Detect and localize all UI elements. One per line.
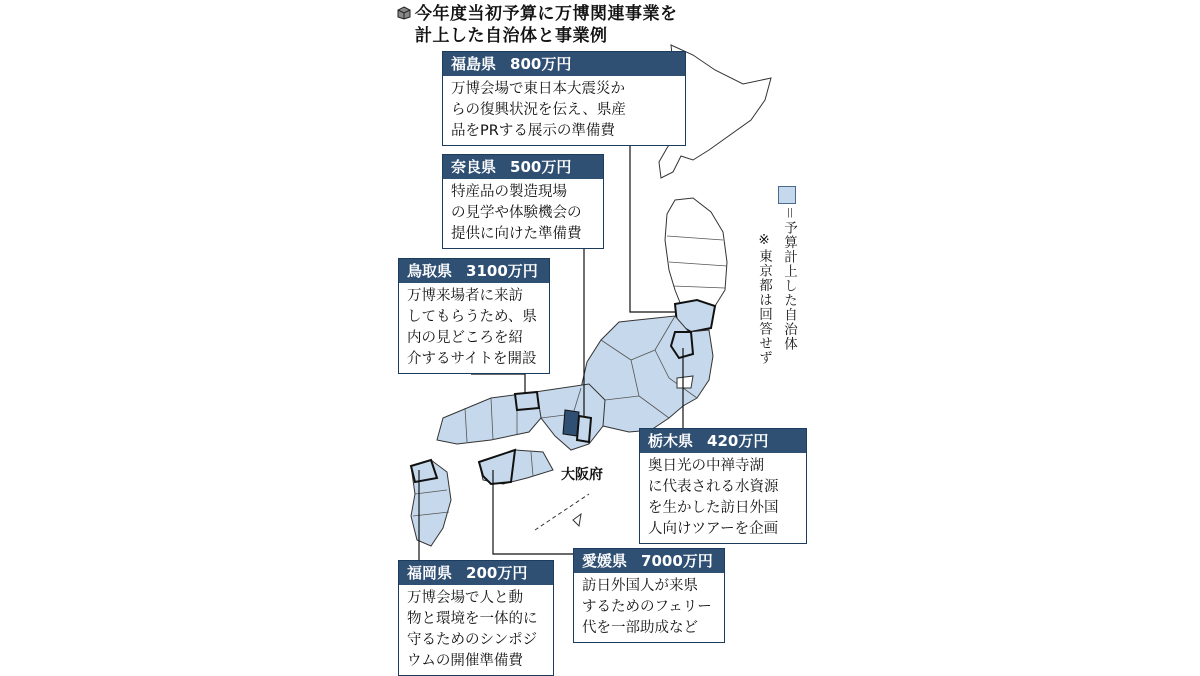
pref-name: 愛媛県: [582, 552, 628, 570]
callout-fukushima: [442, 51, 686, 146]
budget-amount: 200万円: [466, 564, 528, 582]
infographic: [393, 0, 813, 675]
budget-amount: 3100万円: [466, 262, 538, 280]
callout-text: 万博会場で人と動 物と環境を一体的に 守るためのシンポジ ウムの開催準備費: [407, 590, 538, 669]
callout-fukuoka: [398, 560, 554, 676]
callout-ehime: [573, 548, 725, 643]
callout-text: 万博会場で東日本大震災か らの復興状況を伝え、県産 品をPRする展示の準備費: [451, 81, 626, 139]
pref-name: 栃木県: [648, 432, 694, 450]
pref-name: 奈良県: [451, 158, 497, 176]
callout-header: [399, 259, 549, 283]
pref-name: 福島県: [451, 55, 497, 73]
budget-amount: 500万円: [510, 158, 572, 176]
callout-header: [399, 561, 553, 585]
budget-amount: 7000万円: [641, 552, 713, 570]
fukuoka: [411, 460, 437, 482]
nara: [577, 416, 591, 442]
callout-nara: [442, 154, 604, 249]
pref-name: 福岡県: [407, 564, 453, 582]
callout-header: [443, 155, 603, 179]
okinawa: [573, 514, 581, 526]
callout-text: 奥日光の中禅寺湖 に代表される水資源 を生かした訪日外国 人向けツアーを企画: [648, 458, 779, 537]
callout-tottori: [398, 258, 550, 374]
callout-text: 特産品の製造現場 の見学や体験機会の 提供に向けた準備費: [451, 184, 582, 242]
title-line-1: 今年度当初予算に万博関連事業を: [415, 4, 678, 24]
tokyo: [677, 376, 693, 388]
pref-name: 鳥取県: [407, 262, 453, 280]
legend-label: ＝予算計上した自治体: [781, 206, 797, 351]
title: [397, 3, 678, 47]
okinawa-inset-line: [535, 494, 589, 530]
callout-header: [443, 52, 685, 76]
tohoku: [665, 198, 727, 314]
legend-swatch: [778, 186, 796, 204]
callout-text: 訪日外国人が来県 するためのフェリー 代を一部助成など: [582, 578, 712, 636]
osaka-fu: [563, 410, 579, 436]
cube-icon: [397, 6, 411, 20]
title-line-2: 計上した自治体と事業例: [415, 26, 608, 46]
legend-note: ※東京都は回答せず: [756, 232, 772, 365]
budget-amount: 420万円: [707, 432, 769, 450]
callout-header: [640, 429, 806, 453]
callout-text: 万博来場者に来訪 してもらうため、県 内の見どころを紹 介するサイトを開設: [407, 288, 537, 367]
callout-tochigi: [639, 428, 807, 544]
callout-header: [574, 549, 724, 573]
osaka-label: 大阪府: [561, 467, 603, 483]
tottori: [515, 392, 539, 410]
leader-tottori: [471, 374, 525, 394]
budget-amount: 800万円: [510, 55, 572, 73]
